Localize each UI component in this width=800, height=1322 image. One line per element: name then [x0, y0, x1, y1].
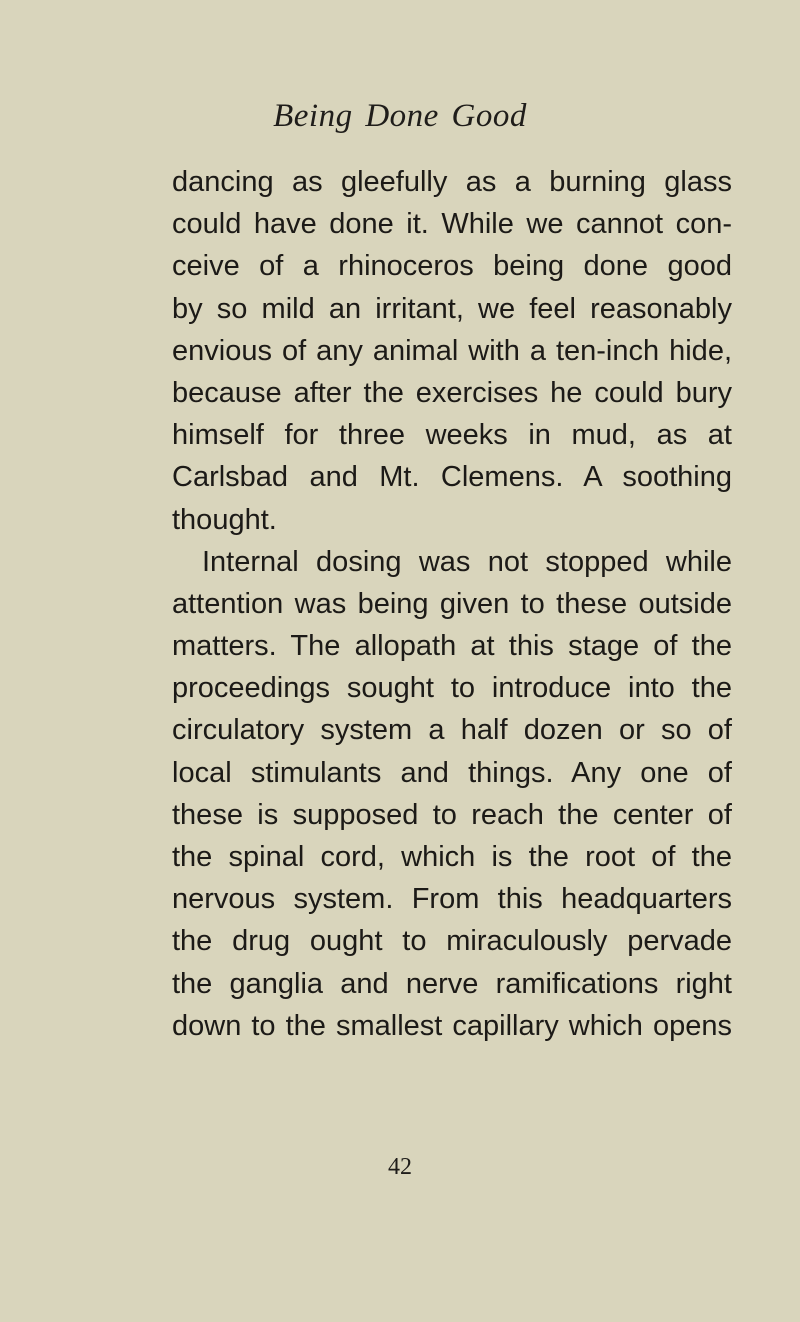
- text-line: nervous system. From this headquarters: [172, 883, 732, 916]
- text-line: matters. The allopath at this stage of the: [172, 630, 732, 663]
- text-line: could have done it. While we cannot con-: [172, 208, 732, 241]
- text-line: ceive of a rhinoceros being done good: [172, 250, 732, 283]
- text-line: dancing as gleefully as a burning glass: [172, 166, 732, 198]
- body-text: [172, 161, 732, 1047]
- text-line: Carlsbad and Mt. Clemens. A soothing: [172, 461, 732, 494]
- text-line: the ganglia and nerve ramifications right: [172, 967, 732, 1000]
- text-line: by so mild an irritant, we feel reasonably: [172, 292, 732, 325]
- text-line: these is supposed to reach the center of: [172, 798, 732, 831]
- text-line: the spinal cord, which is the root of the: [172, 841, 732, 873]
- text-line: circulatory system a half dozen or so of: [172, 714, 732, 747]
- text-line: himself for three weeks in mud, as at: [172, 419, 732, 452]
- text-line: proceedings sought to introduce into the: [172, 672, 732, 705]
- text-line: envious of any animal with a ten-inch hide,: [172, 334, 732, 367]
- running-head: Being Done Good: [273, 98, 527, 134]
- text-line: the drug ought to miraculously pervade: [172, 925, 732, 958]
- text-line: Internal dosing was not stopped while: [202, 545, 732, 578]
- text-line: local stimulants and things. Any one of: [172, 756, 732, 789]
- text-line: because after the exercises he could bury: [172, 376, 732, 409]
- text-line: thought.: [172, 503, 277, 536]
- text-line: down to the smallest capillary which opens: [172, 1009, 732, 1042]
- page-number: 42: [388, 1154, 412, 1180]
- text-line: attention was being given to these outside: [172, 587, 732, 620]
